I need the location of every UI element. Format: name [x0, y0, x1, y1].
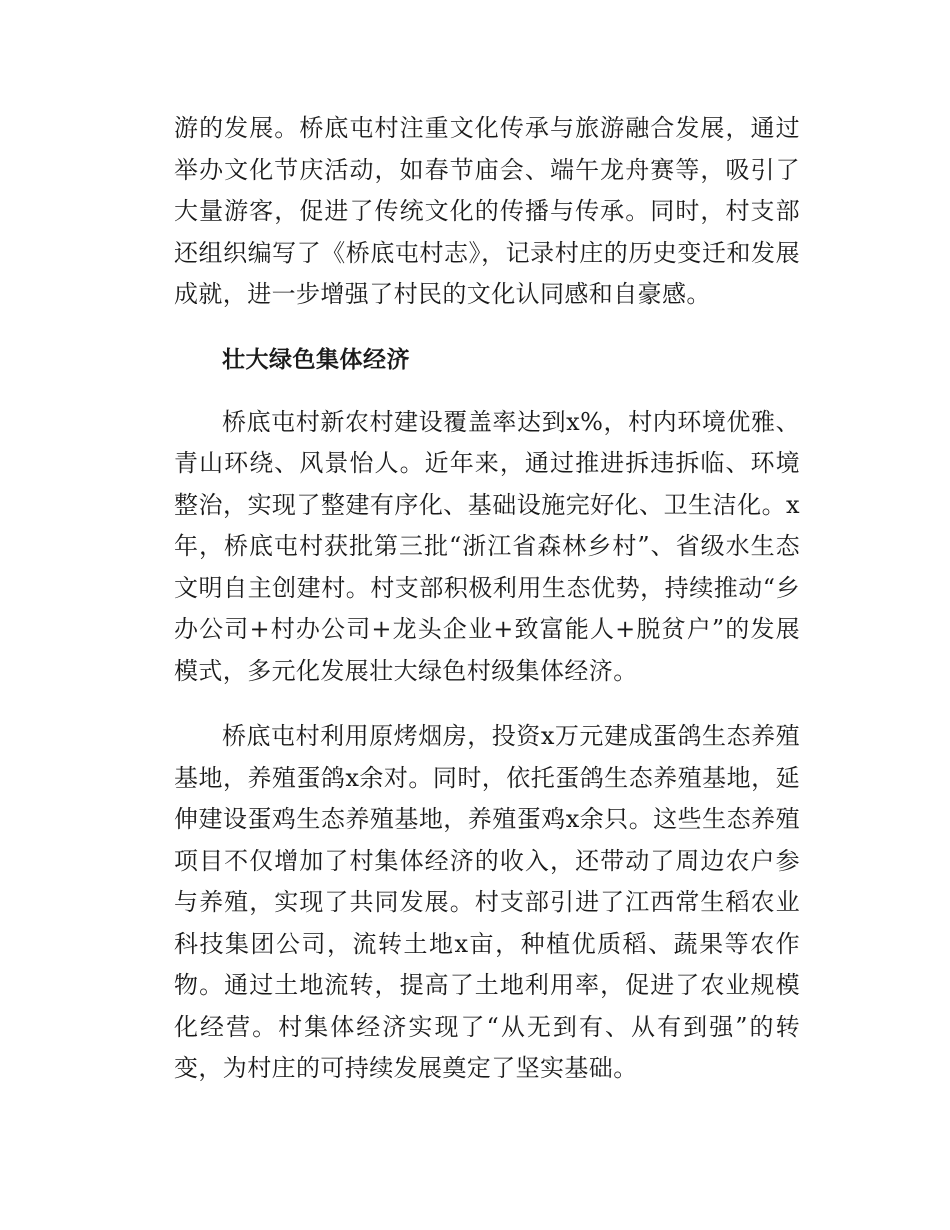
section-heading: 壮大绿色集体经济: [222, 346, 410, 373]
document-page: [174, 108, 800, 1090]
paragraph-cultural-tourism: 游的发展。桥底屯村注重文化传承与旅游融合发展，通过举办文化节庆活动，如春节庙会、端午龙舟赛等，吸引了大量游客，促进了传统文化的传播与传承。同时，村支部还组织编写了《桥底屯村志》，记录村庄的历史变迁和发展成就，进一步增强了村民的文化认同感和自豪感。: [174, 114, 800, 308]
paragraph-breeding-projects: 桥底屯村利用原烤烟房，投资x万元建成蛋鸽生态养殖基地，养殖蛋鸽x余对。同时，依托蛋鸽生态养殖基地，延伸建设蛋鸡生态养殖基地，养殖蛋鸡x余只。这些生态养殖项目不仅增加了村集体经济的收入，还带动了周边农户参与养殖，实现了共同发展。村支部引进了江西常生稻农业科技集团公司，流转土地x亩，种植优质稻、蔬果等农作物。通过土地流转，提高了土地利用率，促进了农业规模化经营。村集体经济实现了“从无到有、从有到强”的转变，为村庄的可持续发展奠定了坚实基础。: [174, 722, 800, 1082]
paragraph-green-economy: 桥底屯村新农村建设覆盖率达到x%，村内环境优雅、青山环绕、风景怡人。近年来，通过推进拆违拆临、环境整治，实现了整建有序化、基础设施完好化、卫生洁化。x年，桥底屯村获批第三批“浙江省森林乡村”、省级水生态文明自主创建村。村支部积极利用生态优势，持续推动“乡办公司+村办公司+龙头企业+致富能人+脱贫户”的发展模式，多元化发展壮大绿色村级集体经济。: [174, 407, 800, 685]
